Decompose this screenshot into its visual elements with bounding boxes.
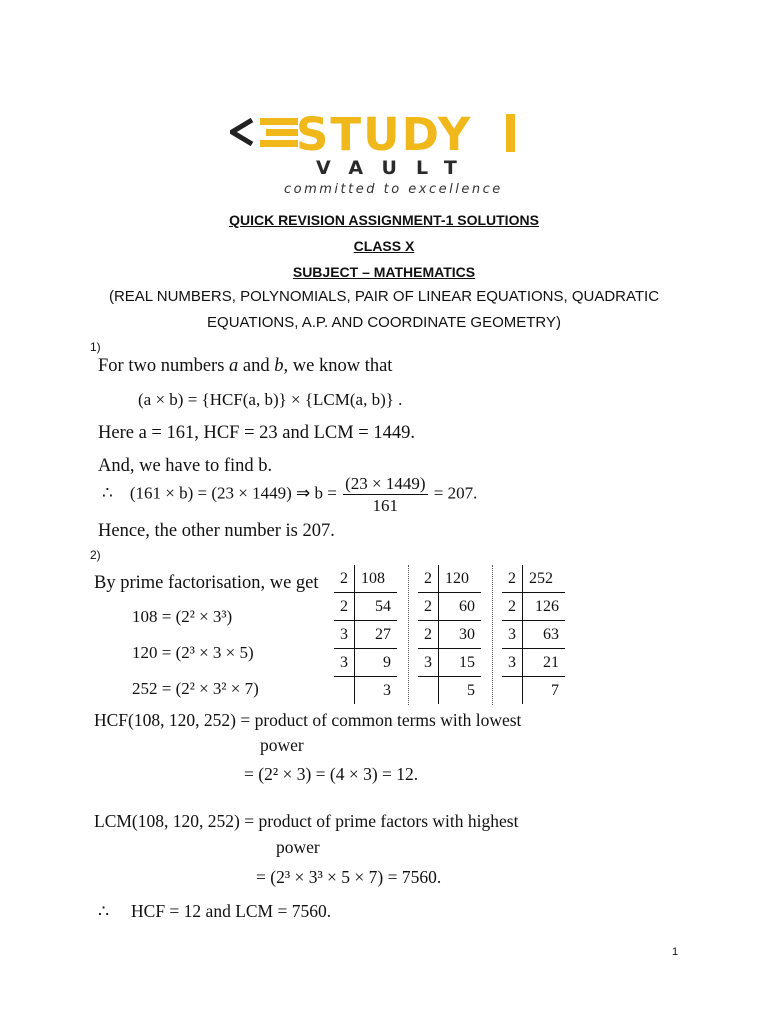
q2-hcf-line2: power [260, 735, 304, 755]
q1-conclusion: Hence, the other number is 207. [98, 521, 335, 541]
q2-final: ∴ HCF = 12 and LCM = 7560. [98, 901, 332, 921]
q2-factor-252: 252 = (2² × 3² × 7) [132, 679, 259, 698]
table-separator [408, 565, 409, 705]
table-separator [492, 565, 493, 705]
q2-intro: By prime factorisation, we get [94, 573, 319, 593]
division-table-252: 2 252 2 126 3 63 3 21 7 [502, 565, 565, 704]
study-vault-logo [230, 108, 520, 200]
q2-lcm-line1: LCM(108, 120, 252) = product of prime factors with highest [94, 811, 519, 831]
logo-sub: VAULT [316, 157, 476, 179]
doc-class: CLASS X [353, 238, 415, 254]
q1-intro: For two numbers a and b, we know that [98, 356, 393, 376]
division-table-120: 2 120 2 60 2 30 3 15 5 [418, 565, 481, 704]
doc-topics-line2: EQUATIONS, A.P. AND COORDINATE GEOMETRY) [207, 314, 561, 331]
q2-lcm-result: = (2³ × 3³ × 5 × 7) = 7560. [256, 867, 442, 887]
q1-calculation: ∴ (161 × b) = (23 × 1449) ⇒ b = $\frac{(23 \times 1449)}{161}$ = 207. [102, 474, 478, 515]
q2-factor-108: 108 = (2² × 3³) [132, 607, 233, 626]
page-number: 1 [672, 946, 679, 958]
doc-topics-line1: (REAL NUMBERS, POLYNOMIALS, PAIR OF LINEAR EQUATIONS, QUADRATIC [108, 288, 660, 305]
q2-lcm-line2: power [276, 837, 320, 857]
q1-given: Here a = 161, HCF = 23 and LCM = 1449. [98, 423, 415, 443]
question-number-2: 2) [90, 548, 101, 562]
q1-fraction: $\frac{(23 \times 1449)}{161}$ [345, 474, 426, 515]
division-table-108: 2 108 2 54 3 27 3 9 3 [334, 565, 397, 704]
q2-hcf-line1: HCF(108, 120, 252) = product of common terms with lowest [94, 710, 522, 730]
doc-subject: SUBJECT – MATHEMATICS [292, 264, 476, 280]
q2-hcf-result: = (2² × 3) = (4 × 3) = 12. [244, 764, 419, 784]
q2-factor-120: 120 = (2³ × 3 × 5) [132, 643, 254, 662]
doc-title: QUICK REVISION ASSIGNMENT-1 SOLUTIONS [229, 212, 539, 228]
logo-tagline: committed to excellence [284, 182, 503, 197]
question-number-1: 1) [90, 340, 101, 354]
logo-word: STUDY [296, 108, 473, 161]
logo-arrow-icon [232, 120, 252, 144]
q1-find: And, we have to find b. [98, 456, 273, 476]
q1-formula: (a × b) = {HCF(a, b)} × {LCM(a, b)} . [138, 390, 403, 409]
